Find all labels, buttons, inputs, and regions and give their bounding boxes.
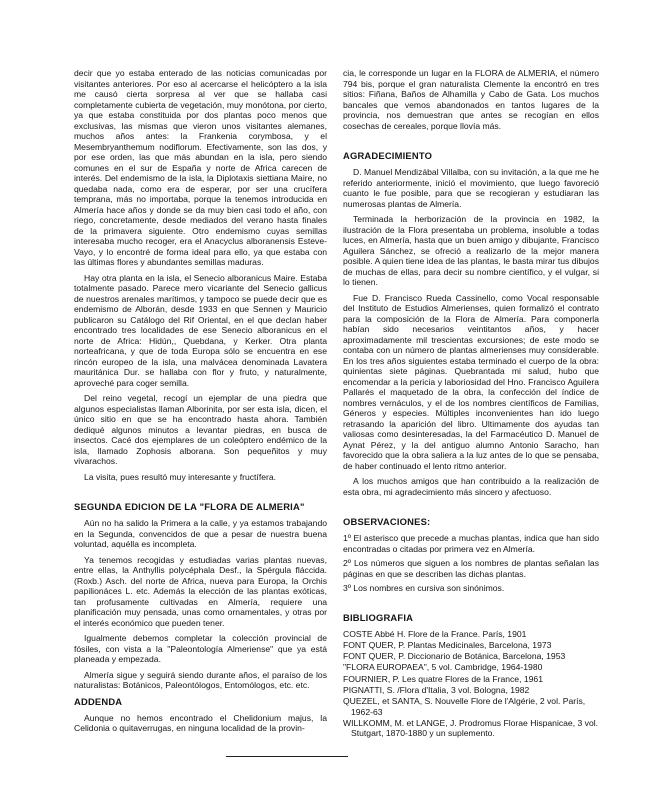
paragraph: Igualmente debemos completar la colección provincial de fósiles, con vista a la "Paleontología Almeriense" que ya está planeada y empezada. — [74, 633, 327, 664]
list-item: 1º El asterisco que precede a muchas plantas, indica que han sido encontradas o citadas por primera vez en Almería. — [343, 533, 599, 554]
section-heading: ADDENDA — [74, 695, 123, 707]
bibliography-list — [343, 629, 599, 739]
paragraph: cia, le corresponde un lugar en la FLORA de ALMERIA, el número 794 bis, porque el gran naturalista Clemente la encontró en tres sitios: Fiñana, Baños de Alhamilla y Cabo de Gata. Los muchos bancales que vemos abandonados en tantos lugares de la provincia, nos demuestran que antes se recogían en ellos cosechas de cereales, porque llovía más. — [343, 68, 599, 131]
section-heading: SEGUNDA EDICION DE LA "FLORA DE ALMERIA" — [74, 501, 305, 512]
paragraph: Almería sigue y seguirá siendo durante años, el paraíso de los naturalistas: Botánicos, Paleontólogos, Entomólogos, etc. etc. — [74, 669, 327, 690]
list-item: 2º Los números que siguen a los nombres de plantas señalan las páginas en que se describen las dichas plantas. — [343, 558, 599, 579]
paragraph: D. Manuel Mendizábal Villalba, con su invitación, a la que me he referido anteriormente, inició el movimiento, que luego favoreció cuanto le fue posible, para que se recogieran y estudiaran las numerosas plantas de Almería. — [343, 167, 599, 209]
paragraph: La visita, pues resultó muy interesante y fructífera. — [84, 471, 277, 482]
paragraph: Del reino vegetal, recogí un ejemplar de una piedra que algunos especialistas llaman Alborinita, por ser esta isla, dicen, el único sitio en que se ha encontrado hasta ahora. También dediqué algunos minutos a levantar piedras, en busca de insectos. Cacé dos ejemplares de un coleóptero endémico de la isla, llamado Zophosis alborana. Son pequeñitos y muy vivarachos. — [74, 393, 327, 466]
section-heading: AGRADECIMIENTO — [343, 150, 433, 161]
section-heading: OBSERVACIONES: — [343, 516, 431, 527]
footer-rule — [226, 756, 348, 757]
list-item: FONT QUER, P. Plantas Medicinales, Barcelona, 1973 — [343, 639, 552, 650]
paragraph: A los muchos amigos que han contribuido a la realización de esta obra, mi agradecimiento más sincero y afectuoso. — [343, 476, 599, 497]
list-item: 3º Los nombres en cursiva son sinónimos. — [343, 583, 505, 593]
paragraph: decir que yo estaba enterado de las noticias comunicadas por visitantes anteriores. Por eso al acercarse el helicóptero a la isla me causó cierta sorpresa al ver que se hallaba casi completamente cubierta de vegetación, muy monótona, por cierto, ya que estaba constituida por dos plantas poco menos que exclusivas, las mismas que vieron unos visitantes alemanes, muchos años antes: la Frankenia corymbosa, y el Mesembryanthemum nodiflorum. Efectivamente, son las dos, y por ese orden, las que más abundan en la isla, pero siendo comunes en el sur de España y norte de Africa carecen de interés. Del endemismo de la isla, la Diplotaxis siettiana Maire, no quedaba nada, como era de esperar, por ser una crucífera temprana, más no importaba, porque la tenemos introducida en Almería hace años y donde se da muy bien casi todo el año, con riego, concretamente, desde mediados del verano hasta finales de la primavera siguiente. Otro endemismo cuyas semillas interesaba mucho recoger, era el Anacyclus alboranensis Esteve-Vayo, y lo encontré de forma ideal para ello, ya que estaba con las últimas flores y abundantes semillas maduras. — [74, 68, 327, 267]
paragraph: Hay otra planta en la isla, el Senecio alboranicus Maire. Estaba totalmente pasado. Parece mero vicariante del Senecio gallicus de nuestros arenales marítimos, y tampoco se puede decir que es endemismo de Alborán, desde 1933 en que Sennen y Mauricio publicaron su Catálogo del Rif Oriental, en el que declan haber encontrado tres localidades de ese Senecio alboranicus en el norte de Africa: Hidún,, Quebdana, y Kerker. Otra planta norteafricana, y que de toda Europa sólo se encuentra en ese rincón europeo de la isla, una malvácea denominada Lavatera mauritánica Dur. se hallaba con flor y fruto, y naturalmente, aproveché para coger semilla. — [74, 272, 327, 388]
list-item: QUEZEL, et SANTA, S. Nouvelle Flore de l'Algérie, 2 vol. París, 1962-63 — [343, 696, 586, 717]
left-column — [74, 68, 327, 739]
list-item: "FLORA EUROPAEA", 5 vol. Cambridge, 1964-1980 — [343, 662, 543, 673]
observations-list — [343, 533, 599, 594]
paragraph: Fue D. Francisco Rueda Cassinello, como Vocal responsable del Instituto de Estudios Almerienses, quien formalizó el contrato para la composición de la Flora de Almería. Para componerla habían sido necesarios veintitantos años, y hacer aproximadamente mil trescientas excursiones; de este modo se contaba con un número de plantas almerienses muy considerable. En los tres años siguientes estaba terminado el cuerpo de la obra: quinientas siete páginas. Quebrantada mi salud, hubo que encomendar a la pericia y laboriosidad del Hno. Francisco Aguilera Pallarés el maquetado de la obra, la confección del índice de nombres vernáculos, y el de los nombres científicos de Familias, Géneros y especies. Múltiples inconvenientes han ido luego retrasando la aparición del libro. Ultimamente dos ayudas tan valiosas como desinteresadas, la del Farmacéutico D. Manuel de Aynat Pérez, y la del antiguo alumno Antonio Saracho, han favorecido que la obra saliera a la luz antes de lo que se pensaba, de haber continuado el lento ritmo anterior. — [343, 292, 599, 471]
list-item: PIGNATTI, S. /Flora d'Italia, 3 vol. Bologna, 1982 — [343, 684, 530, 695]
paragraph: Terminada la herborización de la provincia en 1982, la ilustración de la Flora presentaba un problema, insoluble a todas luces, en Almería, hasta que un buen amigo y dibujante, Francisco Aguilera Sánchez, se ofreció a realizarlo de la mejor manera posible. A quien tiene idea de las plantas, le basta mirar tus dibujos de muchas de ellas, para decir su nombre científico, y el vulgar, si lo tienen. — [343, 214, 599, 287]
list-item: FOURNIER, P. Les quatre Flores de la France, 1961 — [343, 673, 543, 684]
list-item: COSTE Abbé H. Flore de la France. París, 1901 — [343, 628, 527, 639]
paragraph: Aunque no hemos encontrado el Chelidonium majus, la Celidonia o quitaverrugas, en ninguna localidad de la provin- — [74, 712, 327, 733]
list-item: FONT QUER, P. Diccionario de Botánica, Barcelona, 1953 — [343, 651, 566, 662]
right-column — [343, 68, 599, 739]
list-item: WILLKOMM, M. et LANGE, J. Prodromus Florae Hispanicae, 3 vol. Stutgart, 1870-1880 y un suplemento. — [343, 717, 599, 739]
paragraph: Aún no ha salido la Primera a la calle, y ya estamos trabajando en la Segunda, convencidos de que a pesar de nuestra buena voluntad, aquélla es incompleta. — [74, 518, 327, 549]
section-heading: BIBLIOGRAFIA — [343, 611, 414, 623]
paragraph: Ya tenemos recogidas y estudiadas varias plantas nuevas, entre ellas, la Anthyllis polycéphala Desf., la Spérgula fláccida. (Roxb.) Asch. del norte de Africa, nueva para Europa, la Orchis papilionáces L. etc. Además la elección de las plantas exóticas, tan profusamente cultivadas en Almería, requiere una planificación muy pensada, unas como ornamentales, y otras por el interés económico que pueden tener. — [74, 554, 327, 628]
